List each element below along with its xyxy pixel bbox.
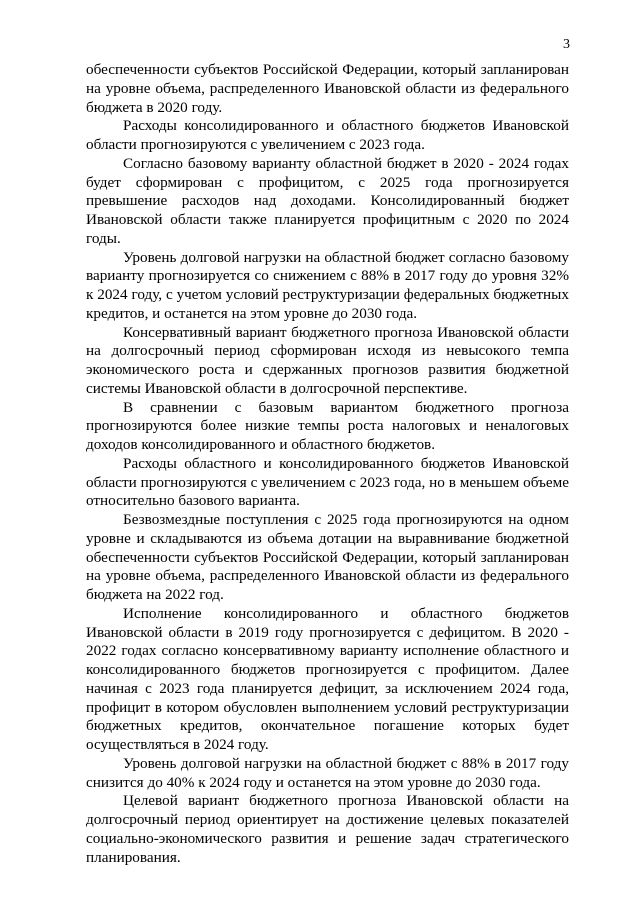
paragraph: Уровень долговой нагрузки на областной бюджет с 88% в 2017 году снизится до 40% к 2024 году и останется на этом уровне до 2030 года.	[86, 754, 569, 791]
paragraph: Согласно базовому варианту областной бюджет в 2020 - 2024 годах будет сформирован с профицитом, с 2025 года прогнозируется превышение расходов над доходами. Консолидированный бюджет Ивановской области также планируется профицитным с 2020 по 2024 годы.	[86, 154, 569, 247]
paragraph: Уровень долговой нагрузки на областной бюджет согласно базовому варианту прогнозируется со снижением с 88% в 2017 году до уровня 32% к 2024 году, с учетом условий реструктуризации федеральных бюджетных кредитов, и останется на этом уровне до 2030 года.	[86, 248, 569, 322]
document-body	[86, 61, 569, 867]
paragraph: В сравнении с базовым вариантом бюджетного прогноза прогнозируются более низкие темпы роста налоговых и неналоговых доходов консолидированного и областного бюджетов.	[86, 398, 569, 453]
paragraph: Консервативный вариант бюджетного прогноза Ивановской области на долгосрочный период сформирован исходя из невысокого темпа экономического роста и сдержанных прогнозов развития бюджетной системы Ивановской области в долгосрочной перспективе.	[86, 323, 569, 397]
paragraph: Безвозмездные поступления с 2025 года прогнозируются на одном уровне и складываются из объема дотации на выравнивание бюджетной обеспеченности субъектов Российской Федерации, который запланирован на уровне объема, распределенного Ивановской области из федерального бюджета на 2022 год.	[86, 511, 569, 603]
paragraph: Расходы консолидированного и областного бюджетов Ивановской области прогнозируются с увеличением с 2023 года.	[86, 117, 569, 153]
page-number: 3	[563, 37, 570, 52]
paragraph: Исполнение консолидированного и областного бюджетов Ивановской области в 2019 году прогнозируется с дефицитом. В 2020 - 2022 годах согласно консервативному варианту исполнение областного и консолидированного бюджетов прогнозируется с профицитом. Далее начиная с 2023 года планируется дефицит, за исключением 2024 года, профицит в котором обусловлен выполнением условий реструктуризации бюджетных кредитов, окончательное погашение которых будет осуществляться в 2024 году.	[86, 604, 569, 753]
paragraph: Целевой вариант бюджетного прогноза Ивановской области на долгосрочный период ориентирует на достижение целевых показателей социально-экономического развития и решение задач стратегического планирования.	[86, 792, 569, 866]
paragraph-continuation: обеспеченности субъектов Российской Федерации, который запланирован на уровне объема, распределенного Ивановской области из федерального бюджета в 2020 году.	[86, 61, 569, 116]
paragraph: Расходы областного и консолидированного бюджетов Ивановской области прогнозируются с увеличением с 2023 года, но в меньшем объеме относительно базового варианта.	[86, 454, 569, 510]
